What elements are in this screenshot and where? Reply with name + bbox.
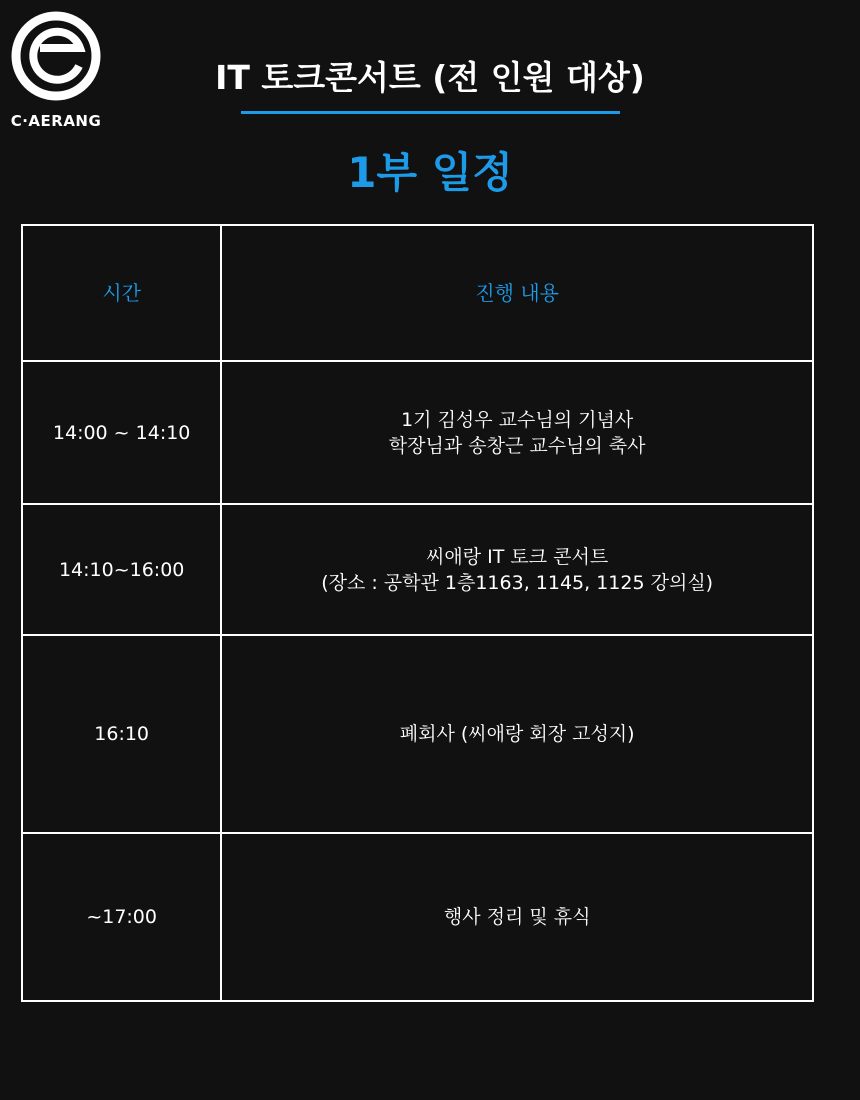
table-row — [22, 361, 813, 504]
content-line: 1기 김성우 교수님의 기념사 — [401, 408, 634, 431]
content-line: (장소 : 공학관 1층1163, 1145, 1125 강의실) — [321, 571, 714, 594]
table-row — [22, 504, 813, 635]
table-row — [22, 635, 813, 833]
logo — [6, 8, 106, 132]
c-aerang-logo-icon — [10, 8, 102, 106]
title-underline — [241, 111, 620, 114]
schedule-table — [21, 224, 814, 1002]
table-header-row — [22, 225, 813, 361]
table-row — [22, 833, 813, 1001]
header-time: 시간 — [22, 225, 221, 361]
content-line: 행사 정리 및 휴식 — [443, 906, 591, 928]
schedule-subtitle: 1부 일정 — [347, 148, 513, 197]
content-cell — [221, 635, 813, 833]
content-line: 씨애랑 IT 토크 콘서트 — [426, 545, 609, 568]
page-title: IT 토크콘서트 (전 인원 대상) — [215, 58, 645, 97]
content-cell — [221, 361, 813, 504]
time-cell: 14:00 ~ 14:10 — [22, 361, 221, 504]
content-cell — [221, 504, 813, 635]
time-cell: ~17:00 — [22, 833, 221, 1001]
content-line: 폐회사 (씨애랑 회장 고성지) — [399, 723, 635, 745]
content-cell — [221, 833, 813, 1001]
content-line: 학장님과 송창근 교수님의 축사 — [388, 434, 646, 457]
time-cell: 14:10~16:00 — [22, 504, 221, 635]
time-cell: 16:10 — [22, 635, 221, 833]
header-content: 진행 내용 — [221, 225, 813, 361]
logo-text: C·AERANG — [10, 112, 102, 130]
